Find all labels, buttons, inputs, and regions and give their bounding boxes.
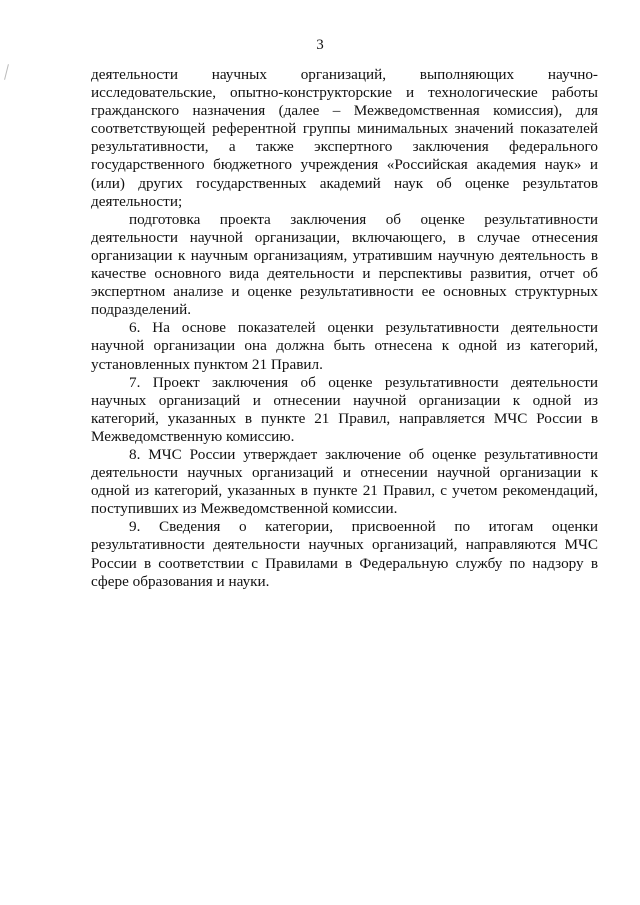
document-body [91, 66, 598, 591]
paragraph-draft-conclusion: подготовка проекта заключения об оценке результативности деятельности научной организации, включающего, в случае отнесения организации к научным организациям, утратившим научную деятельность в качестве основного вида деятельности и перспективы развития, отчет об экспертном анализе и оценке результативности ее основных структурных подразделений. [91, 210, 598, 319]
paragraph-item-9: 9. Сведения о категории, присвоенной по итогам оценки результативности деятельности научных организаций, направляются МЧС России в соответствии с Правилами в Федеральную службу по надзору в сфере образования и науки. [91, 518, 598, 590]
paragraph-item-6: 6. На основе показателей оценки результативности деятельности научной организации она должна быть отнесена к одной из категорий, установленных пунктом 21 Правил. [91, 319, 598, 373]
paragraph-item-8: 8. МЧС России утверждает заключение об оценке результативности деятельности научных организаций и отнесении научной организации к одной из категорий, указанных в пункте 21 Правил, с учетом рекомендаций, поступивших из Межведомственной комиссии. [91, 445, 598, 518]
paragraph-item-7: 7. Проект заключения об оценке результативности деятельности научных организаций и отнесении научной организации к одной из категорий, указанных в пункте 21 Правил, направляется МЧС России в Межведомственную комиссию. [91, 373, 598, 445]
page-number: 3 [316, 37, 324, 53]
scan-margin-mark [4, 64, 9, 80]
paragraph-continuation: деятельности научных организаций, выполняющих научно-исследовательские, опытно-конструкторские и технологические работы гражданского назначения (далее – Межведомственная комиссия), для соответствующей референтной группы минимальных значений показателей результативности, а также экспертного заключения федерального государственного бюджетного учреждения «Российская академия наук» и (или) других государственных академий наук об оценке результатов деятельности; [91, 66, 598, 210]
